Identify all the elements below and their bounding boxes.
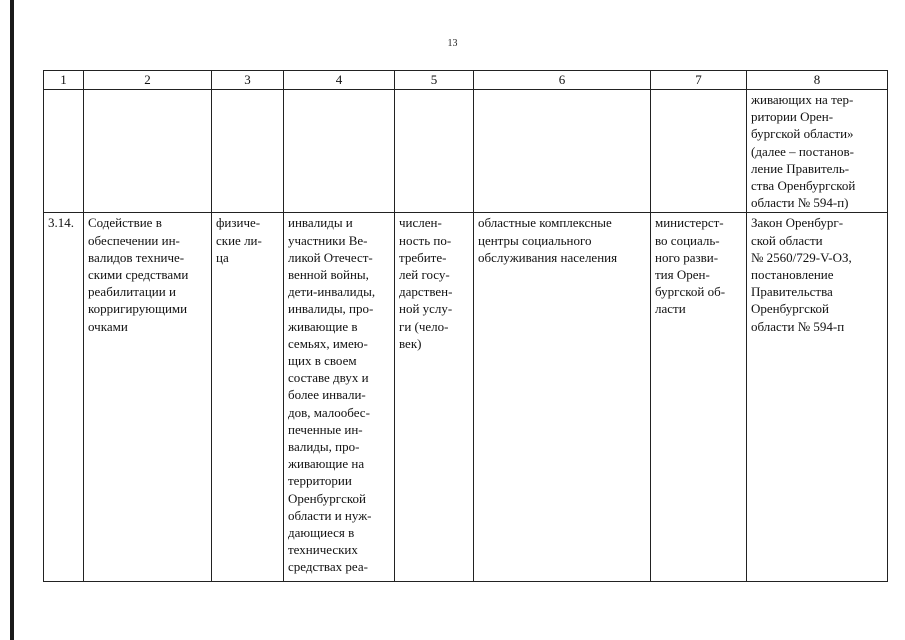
column-number: 8: [747, 71, 888, 90]
table-row-continuation: [44, 90, 888, 213]
cell-indicator: числен- ность по- требите- лей госу- дарствен- ной услу- ги (чело- век): [395, 213, 474, 582]
cell-provider: [474, 90, 651, 213]
cell-responsible-body: [651, 90, 747, 213]
column-number: 2: [84, 71, 212, 90]
column-number: 6: [474, 71, 651, 90]
cell-number: [44, 90, 84, 213]
cell-recipient-category: инвалиды и участники Ве- ликой Отечест- венной войны, дети-инвалиды, инвалиды, про- живающие в семьях, имею- щих в своем составе двух и более инвали- дов, малообес- печенные ин- валиды, про- живающие на территории Оренбургской области и нуж- дающиеся в технических средствах реа-: [284, 213, 395, 582]
column-number: 5: [395, 71, 474, 90]
cell-recipient-type: [212, 90, 284, 213]
page-number: 13: [447, 38, 458, 49]
cell-service-name: [84, 90, 212, 213]
cell-provider: областные комплексные центры социального обслуживания населения: [474, 213, 651, 582]
cell-indicator: [395, 90, 474, 213]
cell-service-name: Содействие в обеспечении ин- валидов техниче- скими средствами реабилитации и корригирующими очками: [84, 213, 212, 582]
scan-margin-bar: [10, 0, 14, 640]
cell-recipient-type: физиче- ские ли- ца: [212, 213, 284, 582]
column-number: 4: [284, 71, 395, 90]
cell-recipient-category: [284, 90, 395, 213]
services-table: [43, 70, 888, 582]
cell-number: 3.14.: [44, 213, 84, 582]
cell-legal-basis: Закон Оренбург- ской области № 2560/729-V-ОЗ, постановление Правительства Оренбургской области № 594-п: [747, 213, 888, 582]
column-number: 1: [44, 71, 84, 90]
table-row-3-14: [44, 213, 888, 582]
cell-responsible-body: министерст- во социаль- ного разви- тия Орен- бургской об- ласти: [651, 213, 747, 582]
cell-legal-basis: живающих на тер- ритории Орен- бургской области» (далее – постанов- ление Правитель- ства Оренбургской области № 594-п): [747, 90, 888, 213]
column-number: 3: [212, 71, 284, 90]
column-number: 7: [651, 71, 747, 90]
column-number-row: [44, 71, 888, 90]
